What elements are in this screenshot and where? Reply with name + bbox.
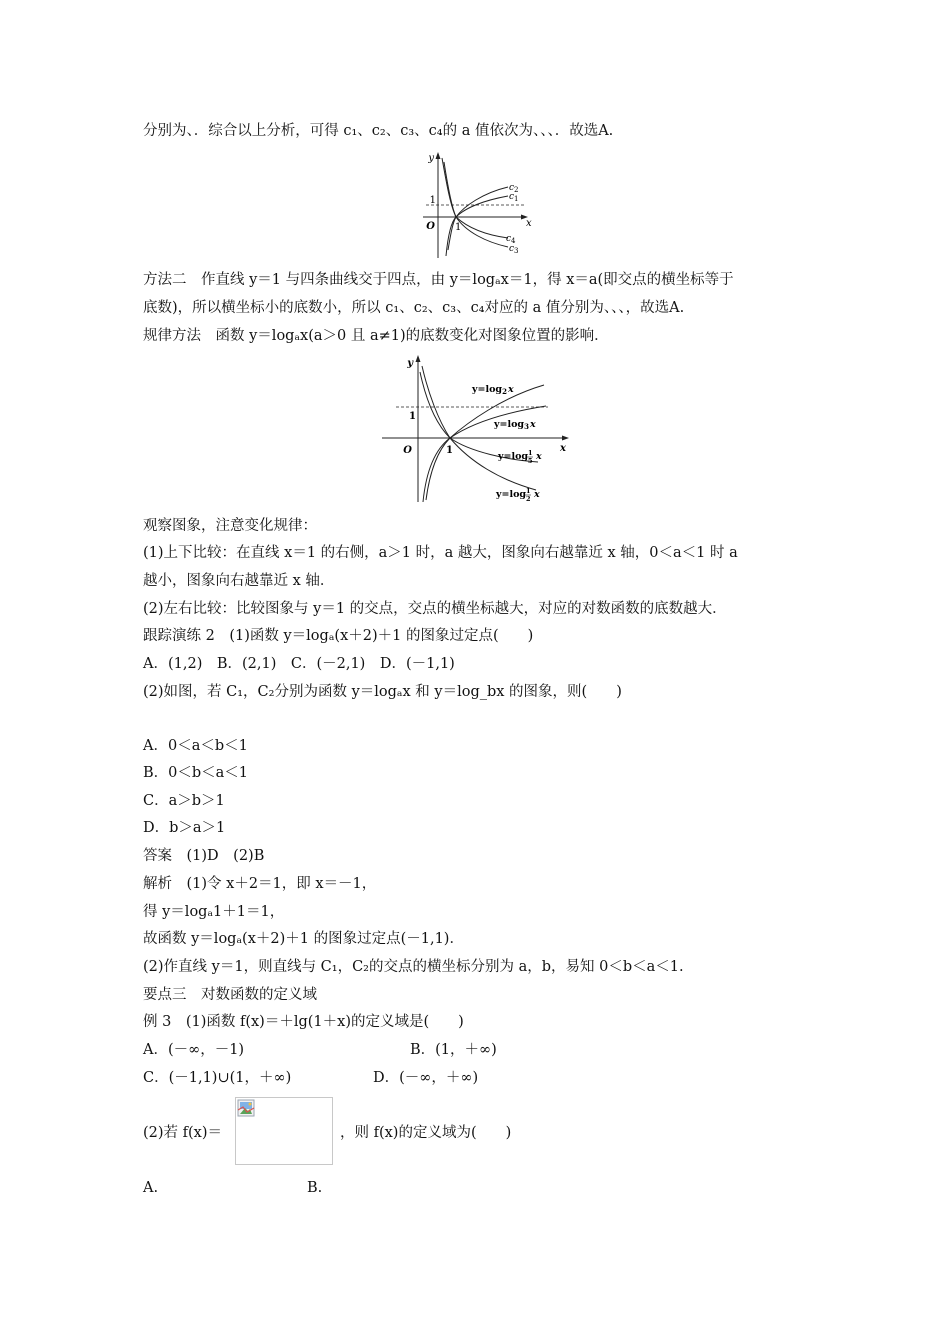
text-line-1: 分别为、．综合以上分析，可得 c₁、c₂、c₃、c₄的 a 值依次为、、、．故选A. — [143, 123, 614, 139]
fig1-label-origin: O — [426, 221, 435, 232]
text-line-7: 越小，图象向右越靠近 x 轴． — [143, 573, 335, 589]
example-3-question: 例 3 (1)函数 f(x)＝＋lg(1＋x)的定义域是( ) — [143, 1014, 464, 1030]
fig1-label-y: y — [428, 153, 434, 164]
fig2-label-y: y — [407, 358, 413, 369]
section-heading: 要点三 对数函数的定义域 — [143, 987, 317, 1003]
fig1-label-c4: $c_4$ — [506, 234, 516, 245]
choice-d: D．b＞a＞1 — [143, 820, 226, 836]
fig1-label-c3: $c_3$ — [509, 244, 519, 255]
example-3-part2-suffix: ，则 f(x)的定义域为( ) — [340, 1125, 512, 1141]
example-3-choice-c: C．(－1,1)∪(1，＋∞) — [143, 1070, 292, 1086]
choice-a: A．0＜a＜b＜1 — [143, 738, 248, 754]
text-line-2: 方法二 作直线 y＝1 与四条曲线交于四点，由 y＝logₐx＝1，得 x＝a(即交点的横坐标等于 — [143, 272, 734, 288]
example-3-choice-a: A．(－∞，－1) — [143, 1042, 245, 1058]
fig2-label-log12-den: 2 — [526, 495, 531, 503]
broken-image-icon — [237, 1099, 255, 1117]
fig2-label-log12-num: 1 — [526, 487, 531, 495]
fig2-label-x: x — [560, 443, 566, 454]
fig2-label-log12: y=log — [496, 489, 527, 500]
text-line-11: (2)如图，若 C₁，C₂分别为函数 y＝logₐx 和 y＝log_bx 的图象，则( ) — [143, 684, 622, 700]
example-3-part2-prefix: (2)若 f(x)＝ — [143, 1125, 223, 1141]
fig2-label-log15: y=log — [498, 451, 529, 462]
analysis-line-4: (2)作直线 y＝1，则直线与 C₁，C₂的交点的横坐标分别为 a，b，易知 0＜b＜a＜1. — [143, 959, 684, 975]
figure-log-curves-c1-c4 — [418, 150, 533, 260]
fig2-y-arrow — [416, 355, 421, 362]
fig2-label-one-x: 1 — [446, 445, 453, 456]
text-line-4: 规律方法 函数 y＝logₐx(a＞0 且 a≠1)的底数变化对图象位置的影响． — [143, 328, 609, 344]
answer-line: 答案 (1)D (2)B — [143, 848, 265, 864]
fig2-label-log2: $y=\log_2x$ — [472, 384, 514, 396]
figure-log-base-comparison — [378, 352, 573, 508]
fig1-label-c2: $c_2$ — [509, 183, 519, 194]
missing-formula-image — [235, 1097, 333, 1165]
fig2-label-log15-var: x — [536, 451, 542, 462]
choice-b: B．0＜b＜a＜1 — [143, 765, 249, 781]
analysis-line-3: 故函数 y＝logₐ(x＋2)＋1 的图象过定点(－1,1)． — [143, 931, 464, 947]
text-line-6: (1)上下比较：在直线 x＝1 的右侧，a＞1 时，a 越大，图象向右越靠近 x 轴，0＜a＜1 时 a — [143, 545, 738, 561]
text-line-8: (2)左右比较：比较图象与 y＝1 的交点，交点的横坐标越大，对应的对数函数的底数越大． — [143, 601, 727, 617]
example-3-part2-choice-b: B. — [307, 1180, 323, 1196]
fig2-label-log15-den: 5 — [528, 457, 533, 465]
fig1-label-one-x: 1 — [455, 222, 462, 233]
fig1-label-c1: $c_1$ — [509, 192, 519, 203]
example-3-part2-choice-a: A. — [143, 1180, 159, 1196]
fig2-label-log3: $y=\log_3x$ — [494, 419, 536, 431]
fig2-label-log15-num: 1 — [528, 449, 533, 457]
fig2-label-one-y: 1 — [409, 411, 416, 422]
text-line-3: 底数)，所以横坐标小的底数小，所以 c₁、c₂、c₃、c₄对应的 a 值分别为、、、，故选A. — [143, 300, 685, 316]
fig2-curve-log2 — [423, 385, 544, 502]
fig1-label-x: x — [526, 218, 532, 229]
analysis-line-2: 得 y＝logₐ1＋1＝1， — [143, 904, 285, 920]
analysis-line-1: 解析 (1)令 x＋2＝1，即 x＝－1， — [143, 876, 377, 892]
fig1-label-one-y: 1 — [429, 195, 436, 206]
fig2-label-log12-var: x — [534, 489, 540, 500]
fig2-x-arrow — [562, 436, 569, 441]
fig2-curve-log15 — [422, 366, 538, 462]
text-line-9: 跟踪演练 2 (1)函数 y＝logₐ(x＋2)＋1 的图象过定点( ) — [143, 628, 534, 644]
example-3-choice-d: D．(－∞，＋∞) — [373, 1070, 479, 1086]
text-line-5: 观察图象，注意变化规律： — [143, 518, 317, 534]
fig1-y-arrow — [436, 152, 441, 159]
fig2-label-origin: O — [403, 445, 412, 456]
example-3-choice-b: B．(1，＋∞) — [410, 1042, 497, 1058]
choices-line-10: A．(1,2) B．(2,1) C．(－2,1) D．(－1,1) — [143, 656, 455, 672]
choice-c: C．a＞b＞1 — [143, 793, 225, 809]
